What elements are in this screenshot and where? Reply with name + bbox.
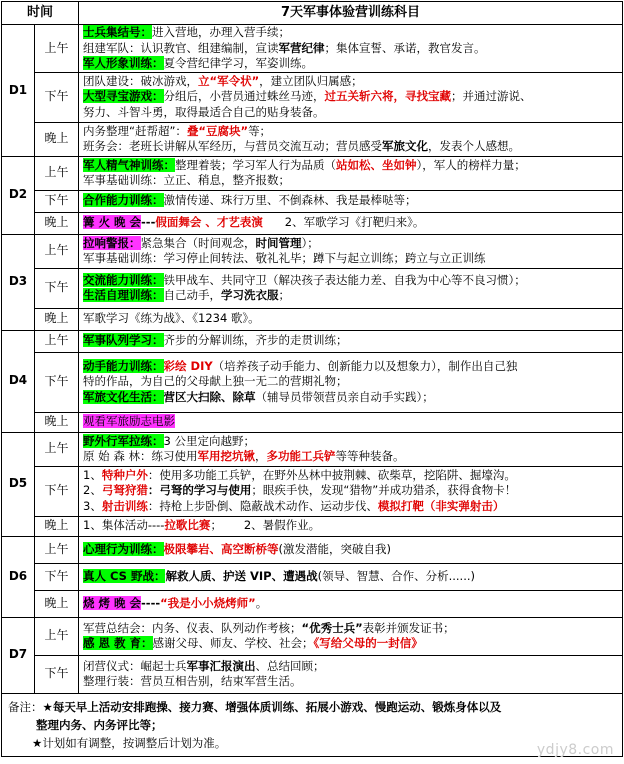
d5-morning-row [2, 432, 623, 466]
d3-morning-row [2, 234, 623, 268]
slot-label: 晚上 [35, 412, 79, 432]
d7-morning-content: 军营总结会：内务、仪表、队列动作考核；“优秀士兵”表彰并颁发证书； 感 恩 教 育：感谢父母、师友、学校、社会；《写给父母的一封信》 [79, 617, 623, 655]
d5-evening-row [2, 516, 623, 536]
training-schedule-table [1, 1, 623, 757]
d3-evening-content: 军歌学习《练为战》、《1234 歌》。 [79, 308, 623, 330]
d7-afternoon-content: 闭营仪式：崛起士兵军事汇报演出、总结回顾； 整理行装：营员互相告别，结束军营生活。 [79, 655, 623, 693]
slot-label: 下午 [35, 563, 79, 590]
day-label-d3: D3 [2, 234, 35, 330]
d1-evening-row [2, 122, 623, 156]
d3-evening-row [2, 308, 623, 330]
d1-morning-row [2, 25, 623, 73]
d5-morning-content: 野外行军拉练：3 公里定向越野； 原 始 森 林：练习使用军用挖坑锹，多功能工兵铲等等种装备。 [79, 432, 623, 466]
watermark: ydjy8.com [536, 742, 614, 758]
day-label-d1: D1 [2, 25, 35, 157]
d6-evening-row [2, 590, 623, 617]
d4-evening-content: 观看军旅励志电影 [79, 412, 623, 432]
notes-content: 备注：★每天早上活动安排跑操、接力赛、增强体质训练、拓展小游戏、慢跑运动、锻炼身体以及 整理内务、内务评比等； ★计划如有调整，按调整后计划为准。 [2, 693, 623, 756]
d6-afternoon-content: 真人 CS 野战：解救人质、护送 VIP、遭遇战(领导、智慧、合作、分析......) [79, 563, 623, 590]
header-row [2, 2, 623, 25]
d2-afternoon-content: 合作能力训练：激情传递、珠行万里、不倒森林、我是最棒哒等； [79, 190, 623, 212]
slot-label: 晚上 [35, 516, 79, 536]
d1-morning-content: 士兵集结号：进入营地，办理入营手续； 组建军队：认识教官、组建编制，宣读军营纪律；集体宣誓、承诺，教官发言。 军人形象训练：夏令营纪律学习，军姿训练。 [79, 25, 623, 73]
slot-label: 上午 [35, 156, 79, 190]
d4-evening-row [2, 412, 623, 432]
slot-label: 上午 [35, 234, 79, 268]
d6-morning-content: 心理行为训练：极限攀岩、高空断桥等(激发潜能，突破自我) [79, 536, 623, 563]
day-label-d4: D4 [2, 330, 35, 432]
d4-morning-content: 军事队列学习：齐步的分解训练，齐步的走贯训练； [79, 330, 623, 352]
time-header: 时间 [2, 2, 79, 25]
d7-afternoon-row [2, 655, 623, 693]
slot-label: 上午 [35, 25, 79, 73]
d3-morning-content: 拉响警报：紧急集合（时间观念，时间管理）； 军事基础训练：学习停止间转法、敬礼礼毕；蹲下与起立训练；跨立与立正训练 [79, 234, 623, 268]
d2-evening-content: 篝 火 晚 会---假面舞会 、才艺表演 2、军歌学习《打靶归来》。 [79, 212, 623, 234]
d1-afternoon-row [2, 72, 623, 122]
slot-label: 下午 [35, 655, 79, 693]
slot-label: 上午 [35, 617, 79, 655]
d4-afternoon-row [2, 352, 623, 412]
slot-label: 上午 [35, 536, 79, 563]
d4-afternoon-content: 动手能力训练：彩绘 DIY（培养孩子动手能力、创新能力以及想象力），制作出自己独 特的作品，为自己的父母献上独一无二的营期礼物； 军旅文化生活：营区大扫除、除草（辅导员带领营员亲自动手实践）； [79, 352, 623, 412]
d3-afternoon-row [2, 268, 623, 308]
schedule-title: 7天军事体验营训练科目 [79, 2, 623, 25]
d6-morning-row [2, 536, 623, 563]
d2-afternoon-row [2, 190, 623, 212]
day-label-d5: D5 [2, 432, 35, 536]
slot-label: 晚上 [35, 590, 79, 617]
slot-label: 下午 [35, 268, 79, 308]
d5-evening-content: 1、集体活动----拉歌比赛； 2、暑假作业。 [79, 516, 623, 536]
slot-label: 上午 [35, 432, 79, 466]
notes-row [2, 693, 623, 756]
slot-label: 下午 [35, 466, 79, 516]
d6-afternoon-row [2, 563, 623, 590]
day-label-d7: D7 [2, 617, 35, 693]
d6-evening-content: 烧 烤 晚 会----“我是小小烧烤师”。 [79, 590, 623, 617]
d2-morning-row [2, 156, 623, 190]
d1-evening-content: 内务整理“赶帮超”：叠“豆腐块”等； 班务会：老班长讲解从军经历，与营员交流互动；营员感受军旅文化，发表个人感想。 [79, 122, 623, 156]
d3-afternoon-content: 交流能力训练：铁甲战车、共同守卫（解决孩子表达能力差、自我为中心等不良习惯）； 生活自理训练：自己动手，学习洗衣服； [79, 268, 623, 308]
d2-evening-row [2, 212, 623, 234]
d1-afternoon-content: 团队建设：破冰游戏，立“军令状”，建立团队归属感； 大型寻宝游戏：分组后，小营员通过蛛丝马迹，过五关斩六将，寻找宝藏；并通过游说、 努力、斗智斗勇，取得最适合自己的贴身装备。 [79, 72, 623, 122]
d2-morning-content: 军人精气神训练：整理着装；学习军人行为品质（站如松、坐如钟），军人的榜样力量； 军事基础训练：立正、稍息，整齐报数； [79, 156, 623, 190]
slot-label: 下午 [35, 190, 79, 212]
slot-label: 上午 [35, 330, 79, 352]
day-label-d6: D6 [2, 536, 35, 617]
d7-morning-row [2, 617, 623, 655]
slot-label: 晚上 [35, 308, 79, 330]
d4-morning-row [2, 330, 623, 352]
slot-label: 晚上 [35, 212, 79, 234]
slot-label: 下午 [35, 352, 79, 412]
slot-label: 下午 [35, 72, 79, 122]
slot-label: 晚上 [35, 122, 79, 156]
d5-afternoon-content: 1、特种户外：使用多功能工兵铲，在野外丛林中披荆棘、砍柴草，挖陷阱、掘壕沟。 2、弓弩狩猎：弓弩的学习与使用；眼疾手快，发现“猎物”并成功猎杀，获得食物卡！ 3、射击训练：持枪上步卧倒、隐蔽战术动作、运动步伐、模拟打靶（非实弹射击） [79, 466, 623, 516]
day-label-d2: D2 [2, 156, 35, 234]
d5-afternoon-row [2, 466, 623, 516]
